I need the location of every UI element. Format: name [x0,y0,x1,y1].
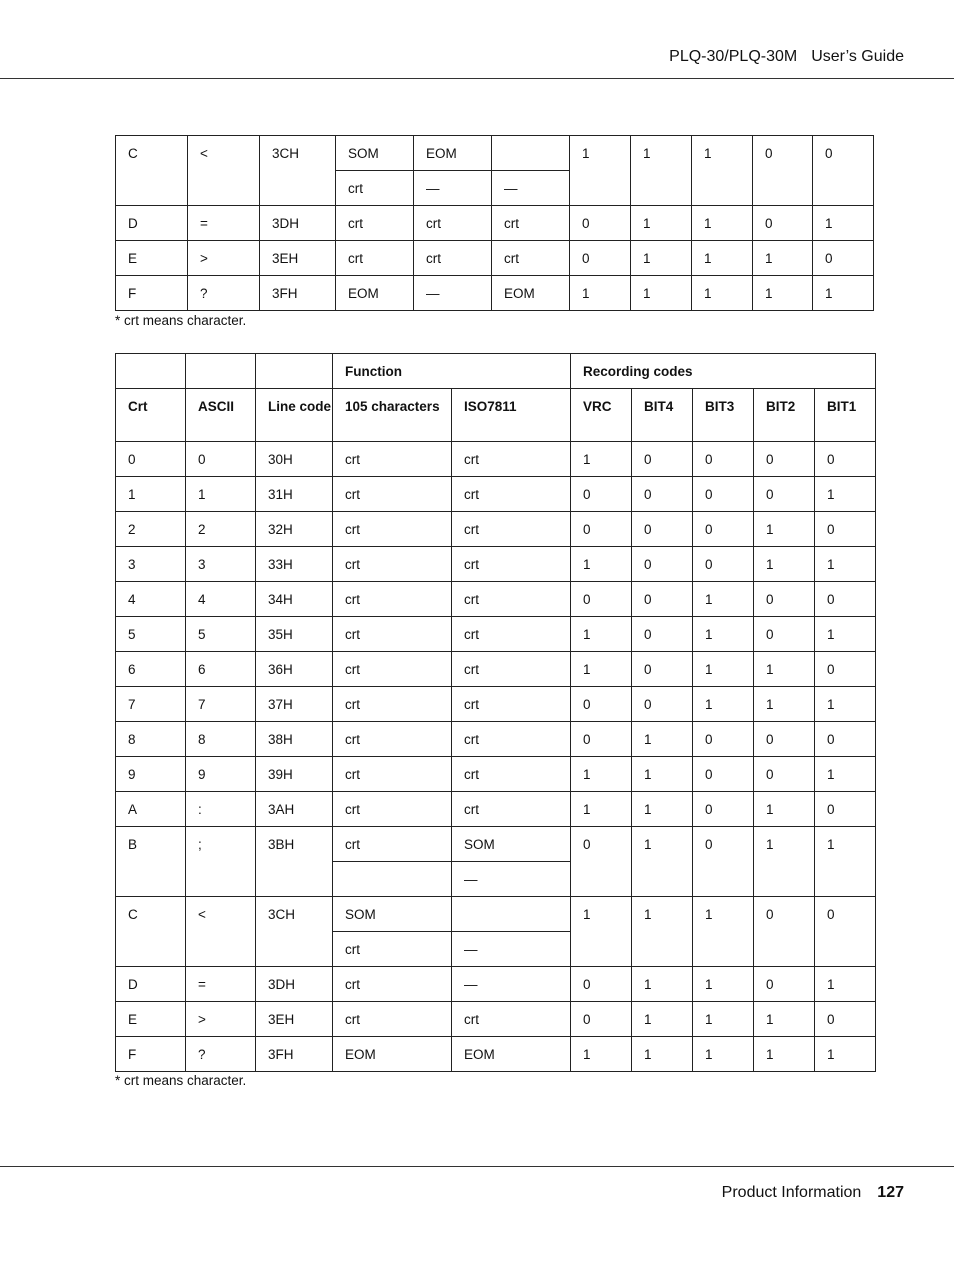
table-cell: crt [333,757,452,792]
table-cell: < [188,136,260,206]
table-cell: 4 [186,582,256,617]
table-cell: 9 [116,757,186,792]
table-cell: 1 [692,136,753,206]
table-cell: 0 [571,512,632,547]
table-cell: 4 [116,582,186,617]
table-cell: 38H [256,722,333,757]
table-cell: 0 [632,512,693,547]
table-cell: ? [188,276,260,311]
table-cell: B [116,827,186,897]
table-cell: 0 [186,442,256,477]
column-header: 105 characters [333,389,452,442]
table-cell: 1 [632,1002,693,1037]
table-cell: 1 [754,1002,815,1037]
table-cell: crt [333,967,452,1002]
table-note: * crt means character. [115,1073,247,1088]
table-cell: EOM [414,136,492,171]
column-header: ASCII [186,389,256,442]
table-cell: crt [333,722,452,757]
table-cell: 1 [571,442,632,477]
table-cell: crt [492,241,570,276]
table-cell: 8 [186,722,256,757]
table-cell: 1 [632,757,693,792]
table-cell: crt [333,1002,452,1037]
table-row [116,687,876,722]
header-empty-cell [186,354,256,389]
table-cell: = [186,967,256,1002]
table-cell: ? [186,1037,256,1072]
header-rule [0,78,954,79]
page-footer [722,1184,904,1202]
table-cell: crt [333,792,452,827]
table-cell: 1 [693,652,754,687]
table-cell: 0 [815,652,876,687]
table-cell: 0 [754,722,815,757]
table-cell: 37H [256,687,333,722]
table-cell: 0 [693,512,754,547]
table-cell: 1 [754,652,815,687]
table-cell: 36H [256,652,333,687]
table-cell: 1 [753,276,813,311]
table-cell: 1 [570,136,631,206]
table-cell: 1 [632,827,693,897]
table-row [116,652,876,687]
header-product: PLQ-30/PLQ-30M [669,48,798,65]
table-cell: 0 [571,827,632,897]
table-cell: 0 [571,582,632,617]
table-cell: 1 [815,967,876,1002]
table-cell: 0 [754,582,815,617]
table-cell: 0 [754,617,815,652]
table-cell: C [116,897,186,967]
table-cell: 7 [186,687,256,722]
table-cell: 1 [632,967,693,1002]
table-cell: 2 [116,512,186,547]
page-header [669,48,904,66]
table-cell: crt [333,827,452,862]
table-cell: 0 [754,757,815,792]
table-cell: 0 [116,442,186,477]
table-cell: C [116,136,188,206]
table-cell: 1 [632,897,693,967]
table-cell: 1 [693,617,754,652]
table-cell: 0 [571,1002,632,1037]
table-note: * crt means character. [115,313,247,328]
table-cell: > [188,241,260,276]
table-cell: 1 [571,617,632,652]
table-cell: 0 [813,136,874,206]
table-cell: 1 [815,477,876,512]
table-cell: 1 [754,1037,815,1072]
table-cell [452,897,571,932]
table-cell: 0 [693,477,754,512]
table-cell: 1 [754,827,815,897]
table-cell: 0 [754,897,815,967]
table-cell: 1 [631,241,692,276]
table-cell: 1 [571,792,632,827]
table-cell: 0 [632,477,693,512]
table-cell: crt [333,512,452,547]
table-cell: 1 [693,1037,754,1072]
table-cell: SOM [336,136,414,171]
table-cell: < [186,897,256,967]
table-cell: crt [336,241,414,276]
table-cell: 1 [815,687,876,722]
table-cell: 5 [116,617,186,652]
table-cell: crt [452,757,571,792]
table-cell: 0 [632,687,693,722]
table-cell: D [116,206,188,241]
column-header: BIT4 [632,389,693,442]
table-cell: — [414,276,492,311]
table-cell: 0 [754,477,815,512]
table-cell: crt [452,477,571,512]
table-cell: — [452,932,571,967]
table-cell: 0 [813,241,874,276]
table-cell: 0 [815,512,876,547]
table-cell: 1 [571,757,632,792]
table-cell: 1 [570,276,631,311]
table-cell: 34H [256,582,333,617]
table-cell: 1 [571,897,632,967]
column-header: BIT1 [815,389,876,442]
table-cell: 3EH [260,241,336,276]
table-cell: — [492,171,570,206]
table-cell: 3FH [256,1037,333,1072]
table-cell: 0 [571,687,632,722]
table-cell: 1 [632,722,693,757]
header-empty-cell [116,354,186,389]
table-cell: 1 [631,276,692,311]
table-cell: 1 [753,241,813,276]
table-cell: crt [492,206,570,241]
group-header-recording: Recording codes [571,354,876,389]
table-cell: 9 [186,757,256,792]
page-number: 127 [877,1184,904,1201]
column-header: BIT2 [754,389,815,442]
table-cell: D [116,967,186,1002]
table-cell: 1 [571,547,632,582]
table-row [116,722,876,757]
footer-rule [0,1166,954,1167]
table-cell: crt [333,477,452,512]
table-cell: EOM [492,276,570,311]
table-cell: 0 [754,442,815,477]
table-row [116,757,876,792]
table-cell: 1 [815,547,876,582]
table-cell: 0 [815,442,876,477]
table-row [116,582,876,617]
table-cell: 1 [815,1037,876,1072]
table-cell: 0 [815,792,876,827]
table-cell: EOM [333,1037,452,1072]
table-cell: 35H [256,617,333,652]
table-row [116,206,874,241]
table-cell: 0 [632,547,693,582]
table-cell: 1 [754,547,815,582]
table-cell: crt [414,241,492,276]
table-cell [492,136,570,171]
table-cell: 3CH [256,897,333,967]
table-cell: 0 [693,792,754,827]
table-cell: F [116,276,188,311]
table-code-set-main [115,353,876,1072]
table-cell: 3FH [260,276,336,311]
table-cell: 0 [815,582,876,617]
table-cell: 1 [186,477,256,512]
table-cell: 0 [753,206,813,241]
table-cell: 1 [815,617,876,652]
table-cell: > [186,1002,256,1037]
column-header: ISO7811 [452,389,571,442]
table-cell: crt [452,687,571,722]
table-cell: 0 [754,967,815,1002]
table-cell: crt [452,547,571,582]
table-row [116,1037,876,1072]
table-cell: crt [333,652,452,687]
table-cell: EOM [336,276,414,311]
table-cell: 1 [692,276,753,311]
table-cell: 1 [693,687,754,722]
table-cell: 1 [754,792,815,827]
table-cell: crt [452,1002,571,1037]
table-cell: 1 [631,136,692,206]
table-cell: 1 [693,582,754,617]
table-cell: 1 [116,477,186,512]
footer-section: Product Information [721,1184,862,1201]
table-cell: 3 [116,547,186,582]
table-row [116,617,876,652]
table-row [116,512,876,547]
table-code-set-top [115,135,874,311]
table-cell: 6 [186,652,256,687]
table-cell: 33H [256,547,333,582]
table-cell: 1 [813,206,874,241]
table-cell: 0 [632,652,693,687]
column-header: Crt [116,389,186,442]
table-cell: crt [452,722,571,757]
table-cell: 1 [632,792,693,827]
table-cell: 0 [815,1002,876,1037]
table-row [116,792,876,827]
table-cell: crt [333,932,452,967]
table-cell: crt [333,582,452,617]
table-row [116,827,876,862]
table-cell: 1 [693,1002,754,1037]
table-cell: — [452,862,571,897]
table-cell: 1 [815,827,876,897]
table-cell: 0 [632,442,693,477]
table-cell: F [116,1037,186,1072]
table-cell: 8 [116,722,186,757]
table-cell: 3DH [260,206,336,241]
table-row [116,547,876,582]
table-cell: 32H [256,512,333,547]
table-row [116,276,874,311]
table-cell: 3DH [256,967,333,1002]
table-cell: 0 [815,722,876,757]
table-row [116,241,874,276]
table-cell: 1 [632,1037,693,1072]
table-cell: crt [452,792,571,827]
table-cell: 3CH [260,136,336,206]
table-row [116,354,876,389]
table-cell: crt [452,652,571,687]
table-row [116,136,874,171]
table-cell: 1 [693,897,754,967]
table-cell: — [414,171,492,206]
table-cell: 31H [256,477,333,512]
table-cell: crt [333,442,452,477]
table-cell: 0 [815,897,876,967]
table-cell: A [116,792,186,827]
table-cell: 3EH [256,1002,333,1037]
table-cell: 7 [116,687,186,722]
header-guide: User’s Guide [811,48,904,65]
table-cell: ; [186,827,256,897]
table-cell: : [186,792,256,827]
table-cell: 39H [256,757,333,792]
table-cell: crt [414,206,492,241]
column-header: VRC [571,389,632,442]
table-cell: 1 [754,687,815,722]
table-row [116,477,876,512]
header-empty-cell [256,354,333,389]
table-cell: crt [333,547,452,582]
table-row [116,442,876,477]
table-cell: = [188,206,260,241]
table-cell: crt [452,617,571,652]
table-cell: E [116,241,188,276]
table-cell: 1 [693,967,754,1002]
table-cell: 3 [186,547,256,582]
table-row [116,967,876,1002]
table-cell [333,862,452,897]
table-cell: 0 [693,757,754,792]
table-cell: 0 [632,617,693,652]
table-cell: 0 [693,442,754,477]
table-cell: 1 [754,512,815,547]
table-cell: 3AH [256,792,333,827]
table-cell: 1 [815,757,876,792]
table-cell: E [116,1002,186,1037]
table-cell: 1 [571,652,632,687]
table-cell: 0 [632,582,693,617]
table-cell: crt [336,206,414,241]
table-cell: 0 [571,722,632,757]
table-cell: 5 [186,617,256,652]
column-header: Line code [256,389,333,442]
table-cell: 2 [186,512,256,547]
table-row [116,897,876,932]
table-cell: 1 [692,241,753,276]
table-cell: 0 [571,477,632,512]
table-cell: crt [452,442,571,477]
table-cell: 0 [693,827,754,897]
table-cell: crt [452,512,571,547]
table-cell: 0 [693,547,754,582]
table-cell: 0 [570,241,631,276]
column-header: BIT3 [693,389,754,442]
table-cell: 1 [571,1037,632,1072]
table-cell: 1 [631,206,692,241]
table-cell: 0 [570,206,631,241]
table-cell: 30H [256,442,333,477]
table-cell: 1 [692,206,753,241]
table-cell: EOM [452,1037,571,1072]
table-cell: crt [336,171,414,206]
table-cell: 0 [753,136,813,206]
table-cell: 0 [693,722,754,757]
table-cell: crt [333,687,452,722]
table-cell: 1 [813,276,874,311]
table-cell: SOM [333,897,452,932]
table-cell: crt [333,617,452,652]
table-cell: 0 [571,967,632,1002]
table-cell: SOM [452,827,571,862]
table-cell: 6 [116,652,186,687]
group-header-function: Function [333,354,571,389]
table-row [116,389,876,442]
table-cell: 3BH [256,827,333,897]
table-row [116,1002,876,1037]
table-cell: — [452,967,571,1002]
table-cell: crt [452,582,571,617]
